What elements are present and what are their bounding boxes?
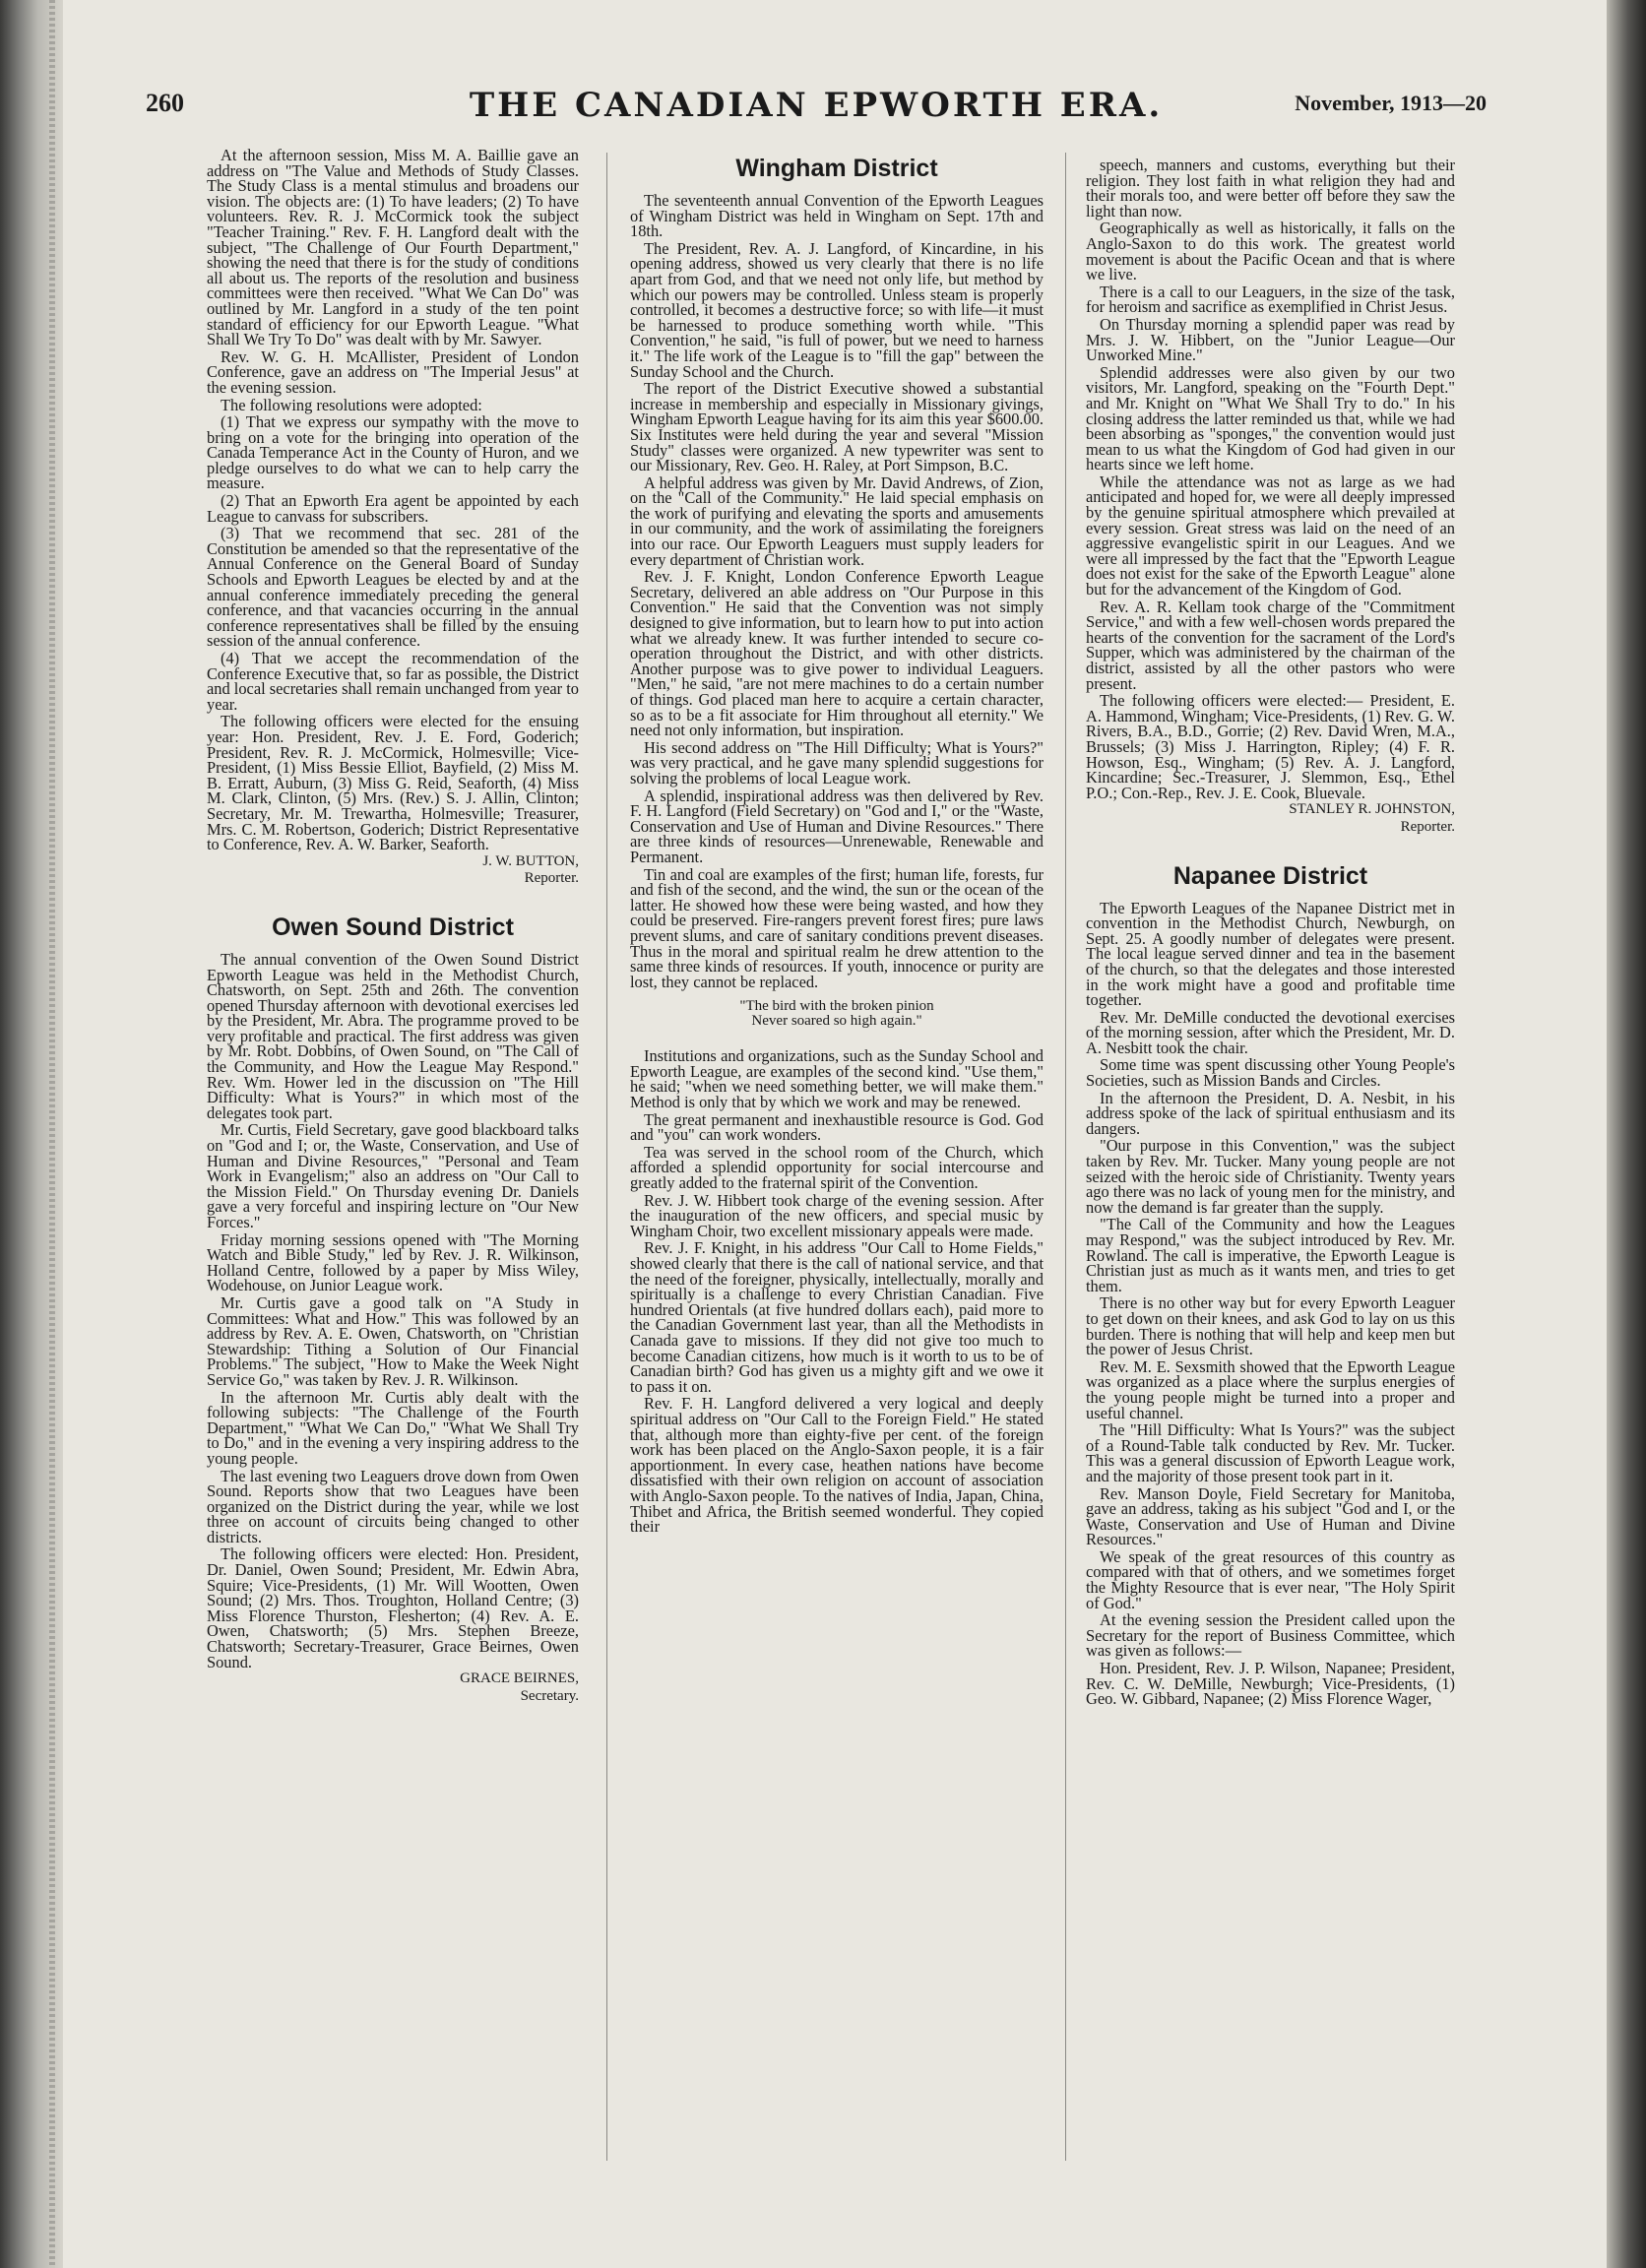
column-3	[1086, 158, 1455, 2166]
reporter-title: Reporter.	[1400, 818, 1455, 835]
paragraph: Mr. Curtis, Field Secretary, gave good blackboard talks on "God and I; or, the Waste, Conservation, and Use of Human and Divine Resources," "Personal and Team Work in Evangelism;" also an address on "Our Call to the Mission Field." On Thursday evening Dr. Daniels gave a very forceful and inspiring lecture on "Our New Forces."	[207, 1120, 579, 1231]
page-header	[146, 86, 1487, 128]
paragraph: Rev. A. R. Kellam took charge of the "Commitment Service," and with a few well-chosen words prepared the hearts of the convention for the sacrament of the Lord's Supper, which was administered by the chairman of the district, assisted by all the other pastors who were present.	[1086, 597, 1455, 693]
paragraph: On Thursday morning a splendid paper was read by Mrs. J. W. Hibbert, on the "Junior League—Our Unworked Mine."	[1086, 314, 1455, 365]
paragraph: speech, manners and customs, everything but their religion. They lost faith in what religion they had and their morals too, and were better off before they saw the light than now.	[1086, 158, 1455, 220]
paragraph: At the evening session the President called upon the Secretary for the report of Business Committee, which was given as follows:—	[1086, 1610, 1455, 1661]
quoted-verse	[630, 999, 1044, 1029]
paragraph: The following officers were elected:— President, E. A. Hammond, Wingham; Vice-Presidents, (1) Rev. G. W. Rivers, B.A., B.D., Gorrie; (2) Rev. David Wren, M.A., Brussels; (3) Miss J. Harrington, Ripley; (4) F. R. Howson, Esq., Wingham; (5) Rev. A. J. Langford, Kincardine; Sec.-Treasurer, J. Slemmon, Esq., Ethel P.O.; Con.-Rep., Rev. J. E. Cook, Bluevale.	[1086, 691, 1455, 802]
paragraph: There is no other way but for every Epworth Leaguer to get down on their knees, and ask God to lay on us this burden. There is nothing that will help and keep men but the power of Jesus Christ.	[1086, 1293, 1455, 1359]
page-number: 260	[146, 89, 184, 117]
paragraph: Rev. W. G. H. McAllister, President of London Conference, gave an address on "The Imperial Jesus" at the evening session.	[207, 346, 579, 397]
paragraph: Rev. J. F. Knight, London Conference Epworth League Secretary, delivered an able address on "Our Purpose in this Convention." He said that the Convention was not simply designed to give information, but to learn how to put into action what we already knew. It was further intended to secure co-operation throughout the District, and with other districts. Another purpose was to give power to individual Leaguers. "Men," he said, "are not mere machines to do a certain number of things. God placed man here to acquire a certain character, so as to be a fit associate for Him throughout all eternity." We need not only information, but inspiration.	[630, 567, 1044, 740]
paragraph: (1) That we express our sympathy with the move to bring on a vote for the bringing into operation of the Canada Temperance Act in the County of Huron, and we pledge ourselves to do what we can to help carry the measure.	[207, 412, 579, 493]
paragraph: (4) That we accept the recommendation of the Conference Executive that, so far as possible, the District and local secretaries shall remain unchanged from year to year.	[207, 649, 579, 714]
paragraph: His second address on "The Hill Difficulty; What is Yours?" was very practical, and he gave many splendid suggestions for solving the problems of local League work.	[630, 737, 1044, 788]
section-heading-wingham: Wingham District	[735, 155, 938, 182]
paragraph: Rev. J. W. Hibbert took charge of the evening session. After the inauguration of the new officers, and special music by Wingham Choir, two excellent missionary appeals were made.	[630, 1190, 1044, 1240]
paragraph: The annual convention of the Owen Sound District Epworth League was held in the Methodist Church, Chatsworth, on Sept. 25th and 26th. The convention opened Thursday afternoon with devotional exercises led by the President, Mr. Abra. The programme proved to be very profitable and practical. The first address was given by Mr. Robt. Dobbins, of Owen Sound, on "The Call of the Community, and How the League May Respond." Rev. Wm. Hower led in the discussion on "The Hill Difficulty: What is Yours?" in which most of the delegates took part.	[207, 949, 579, 1122]
book-binding	[0, 0, 63, 2268]
paragraph: The Epworth Leagues of the Napanee District met in convention in the Methodist Church, Newburgh, on Sept. 25. A goodly number of delegates were present. The local league served dinner and tea in the basement of the church, so that the delegates and those interested in the work might have a good and profitable time together.	[1086, 898, 1455, 1010]
verse-line: Never soared so high again."	[751, 1013, 922, 1030]
column-2	[630, 148, 1044, 2166]
paragraph: Rev. Mr. DeMille conducted the devotional exercises of the morning session, after which the President, Mr. D. A. Nesbitt took the chair.	[1086, 1007, 1455, 1057]
paragraph: Hon. President, Rev. J. P. Wilson, Napanee; President, Rev. C. W. DeMille, Newburgh; Vice-Presidents, (1) Geo. W. Gibbard, Napanee; (2) Miss Florence Wager,	[1086, 1659, 1455, 1709]
paragraph: Rev. F. H. Langford delivered a very logical and deeply spiritual address on "Our Call to the Foreign Field." He stated that, although more than eighty-five per cent. of the foreign work has been placed on the Anglo-Saxon people, it is a fair apportionment. In every case, heathen nations have become dissatisfied with their own religion on account of association with Anglo-Saxon people. To the natives of India, Japan, China, Thibet and Africa, the British seemed wonderful. They copied their	[630, 1394, 1044, 1537]
paragraph: Tin and coal are examples of the first; human life, forests, fur and fish of the second, and the wind, the sun or the ocean of the latter. He showed how these were being wasted, and how they could be preserved. Fire-rangers prevent forest fires; pure laws prevent slums, and care of sanitary conditions prevent diseases. Thus in the moral and spiritual realm he drew attention to the same three kinds of resources. If youth, innocence or purity are lost, they cannot be replaced.	[630, 864, 1044, 991]
paragraph: "The Call of the Community and how the Leagues may Respond," was the subject introduced by Rev. Mr. Rowland. The call is imperative, the Epworth League is Christian just as much as it wants men, and tries to get them.	[1086, 1215, 1455, 1295]
reporter-title: Reporter.	[524, 870, 579, 887]
paragraph: The seventeenth annual Convention of the Epworth Leagues of Wingham District was held in Wingham on Sept. 17th and 18th.	[630, 191, 1044, 241]
paragraph: The following officers were elected: Hon. President, Dr. Daniel, Owen Sound; President, Mr. Edwin Abra, Squire; Vice-Presidents, (1) Mr. Will Wootten, Owen Sound; (2) Mrs. Thos. Troughton, Holland Centre; (3) Miss Florence Thurston, Flesherton; (4) Rev. A. E. Owen, Chatsworth; (5) Mrs. Stephen Breeze, Chatsworth; Secretary-Treasurer, Grace Beirnes, Owen Sound.	[207, 1544, 579, 1671]
paragraph: In the afternoon Mr. Curtis ably dealt with the following subjects: "The Challenge of the Fourth Department," "What We Can Do," "What We Shall Try to Do," and in the evening a very inspiring address to the young people.	[207, 1387, 579, 1468]
paragraph: Institutions and organizations, such as the Sunday School and Epworth League, are examples of the second kind. "Use them," he said; "when we need something better, we will make them." Method is only that by which we work and may be renewed.	[630, 1046, 1044, 1112]
secretary-title: Secretary.	[520, 1687, 579, 1704]
paragraph: Rev. J. F. Knight, in his address "Our Call to Home Fields," showed clearly that there is the call of national service, and that the need of the foreigner, physically, intellectually, morally and spiritually is a challenge to every Christian Canadian. Five hundred Orientals (at five hundred dollars each), paid more to the Canadian Government last year, than all the Methodists in Canada gave to missions. If they did not give too much to become Canadian citizens, how much is it worth to us to be of Canadian birth? God has given us a mighty gift and we owe it to pass it on.	[630, 1238, 1044, 1396]
reporter-name: J. W. BUTTON,	[482, 852, 579, 869]
column-1	[207, 148, 579, 2166]
paragraph: The report of the District Executive showed a substantial increase in membership and especially in Missionary givings, Wingham Epworth League having for its aim this year $600.00. Six Institutes were held during the year and several "Mission Study" classes were organized. A new typewriter was sent to our Missionary, Rev. Geo. H. Raley, at Port Simpson, B.C.	[630, 379, 1044, 475]
page-edge-shadow	[1607, 0, 1646, 2268]
section-heading-napanee: Napanee District	[1172, 861, 1368, 890]
paragraph: There is a call to our Leaguers, in the size of the task, for heroism and sacrifice as exemplified in Christ Jesus.	[1086, 282, 1455, 317]
publication-title: THE CANADIAN EPWORTH ERA.	[469, 86, 1164, 125]
paragraph: In the afternoon the President, D. A. Nesbit, in his address spoke of the lack of spiritual enthusiasm and its dangers.	[1086, 1088, 1455, 1138]
huron-report	[207, 148, 579, 887]
verse-line: "The bird with the broken pinion	[739, 998, 934, 1015]
paragraph: While the attendance was not as large as we had anticipated and hoped for, we were all deeply impressed by the genuine spiritual atmosphere which prevailed at every session. Great stress was laid on the need of an aggressive evangelistic spirit in our Leagues. And we were all impressed by the fact that the "Epworth League does not exist for the sake of the Epworth League" alone but for the advancement of the Kingdom of God.	[1086, 472, 1455, 599]
paragraph: The President, Rev. A. J. Langford, of Kincardine, in his opening address, showed us very clearly that there is no life apart from God, and that we need not only life, but method by which our powers may be controlled. Unless steam is properly controlled, it becomes a destructive force; so with life—it must be harnessed to produce something worth while. "This Convention," he said, "is full of power, but we need to harness it." The life work of the League is to "fill the gap" between the Sunday School and the Church.	[630, 238, 1044, 381]
paragraph: Tea was served in the school room of the Church, which afforded a splendid opportunity for social intercourse and greatly added to the fraternal spirit of the Convention.	[630, 1142, 1044, 1193]
paragraph: The great permanent and inexhaustible resource is God. God and "you" can work wonders.	[630, 1109, 1044, 1145]
paragraph: The following resolutions were adopted:	[221, 395, 482, 414]
paragraph: A splendid, inspirational address was then delivered by Rev. F. H. Langford (Field Secretary) on "God and I," or the "Waste, Conservation and Use of Human and Divine Resources." There are three kinds of resources—Unrenewable, Renewable and Permanent.	[630, 786, 1044, 866]
paragraph: The "Hill Difficulty: What Is Yours?" was the subject of a Round-Table talk conducted by Rev. Mr. Tucker. This was a general discussion of Epworth League work, and the majority of those present took part in it.	[1086, 1420, 1455, 1485]
issue-date: November, 1913—20	[1295, 91, 1487, 115]
paragraph: Some time was spent discussing other Young People's Societies, such as Mission Bands and Circles.	[1086, 1055, 1455, 1091]
paragraph: Rev. Manson Doyle, Field Secretary for Manitoba, gave an address, taking as his subject "God and I, or the Waste, Conservation and Use of Human and Divine Resources."	[1086, 1483, 1455, 1549]
column-divider-1	[606, 153, 607, 2161]
paragraph: Splendid addresses were also given by our two visitors, Mr. Langford, speaking on the "Fourth Dept." and Mr. Knight on "What We Shall Try to do." In his closing address the latter reminded us that, while we had been absorbing as "sponges," the convention would just mean to us what the Kingdom of God had given in our hearts since we left home.	[1086, 362, 1455, 474]
column-divider-2	[1065, 153, 1066, 2161]
paragraph: (3) That we recommend that sec. 281 of the Constitution be amended so that the representative of the Annual Conference on the General Board of Sunday Schools and Epworth Leagues be elected by and at the annual conference immediately preceding the general conference, and that vacancies occurring in the annual conference representatives shall be filled by the ensuing session of the annual conference.	[207, 524, 579, 651]
paragraph: A helpful address was given by Mr. David Andrews, of Zion, on the "Call of the Community." He laid special emphasis on the work of purifying and elevating the sports and amusements in our community, and the work of assimilating the foreigners into our race. Our Epworth Leaguers must supply leaders for every department of Christian work.	[630, 472, 1044, 569]
paragraph: We speak of the great resources of this country as compared with that of others, and we sometimes forget the Mighty Resource that is ever near, "The Holy Spirit of God."	[1086, 1546, 1455, 1612]
paragraph: "Our purpose in this Convention," was the subject taken by Rev. Mr. Tucker. Many young people are not seized with the heroic side of Christianity. Twenty years ago there was no lack of young men for the ministry, and now the demand is far greater than the supply.	[1086, 1136, 1455, 1217]
paragraph: At the afternoon session, Miss M. A. Baillie gave an address on "The Value and Methods of Study Classes. The Study Class is a mental stimulus and broadens our vision. The objects are: (1) To have leaders; (2) To have volunteers. Rev. R. J. McCormick took the subject "Teacher Training." Rev. F. H. Langford dealt with the subject, "The Challenge of Our Fourth Department," showing the need that there is for the study of conditions all about us. The reports of the resolution and business committees were then received. "What We Can Do" was outlined by Mr. Langford in a study of the ten point standard of efficiency for our Epworth League. "What Shall We Try To Do" was dealt with by Mr. Sawyer.	[207, 148, 579, 349]
paragraph: Geographically as well as historically, it falls on the Anglo-Saxon to do this work. The greatest world movement is about the Pacific Ocean and that is where we live.	[1086, 219, 1455, 284]
paragraph: Friday morning sessions opened with "The Morning Watch and Bible Study," led by Rev. J. R. Wilkinson, Holland Centre, followed by a paper by Miss Wiley, Wodehouse, on Junior League work.	[207, 1229, 579, 1295]
reporter-name: STANLEY R. JOHNSTON,	[1289, 801, 1455, 818]
paragraph: (2) That an Epworth Era agent be appointed by each League to canvass for subscribers.	[207, 491, 579, 526]
secretary-name: GRACE BEIRNES,	[460, 1670, 579, 1687]
paragraph: The following officers were elected for the ensuing year: Hon. President, Rev. J. E. Ford, Goderich; President, Rev. R. J. McCormick, Holmesville; Vice-President, (1) Miss Bessie Elliot, Bayfield, (2) Miss M. B. Erratt, Auburn, (3) Miss G. Reid, Seaforth, (4) Miss M. Clark, Clinton, (5) Mrs. (Rev.) S. J. Allin, Clinton; Secretary, Mr. M. Trewartha, Holmesville; Treasurer, Mrs. C. M. Robertson, Goderich; District Representative to Conference, Rev. A. W. Barker, Seaforth.	[207, 712, 579, 854]
paragraph: Mr. Curtis gave a good talk on "A Study in Committees: What and How." This was followed by an address by Rev. A. E. Owen, Chatsworth, on "Christian Stewardship: Tithing a Solution of Our Financial Problems." The subject, "How to Make the Week Night Service Go," was taken by Rev. J. R. Wilkinson.	[207, 1292, 579, 1389]
section-heading-owen-sound: Owen Sound District	[272, 913, 514, 941]
paragraph: Rev. M. E. Sexsmith showed that the Epworth League was organized as a place where the surplus energies of the young people might be turned into a proper and useful channel.	[1086, 1356, 1455, 1422]
owen-sound-report	[207, 949, 579, 1705]
paragraph: The last evening two Leaguers drove down from Owen Sound. Reports show that two Leagues have been organized on the District during the year, while we lost three on account of circuits being changed to other districts.	[207, 1466, 579, 1546]
